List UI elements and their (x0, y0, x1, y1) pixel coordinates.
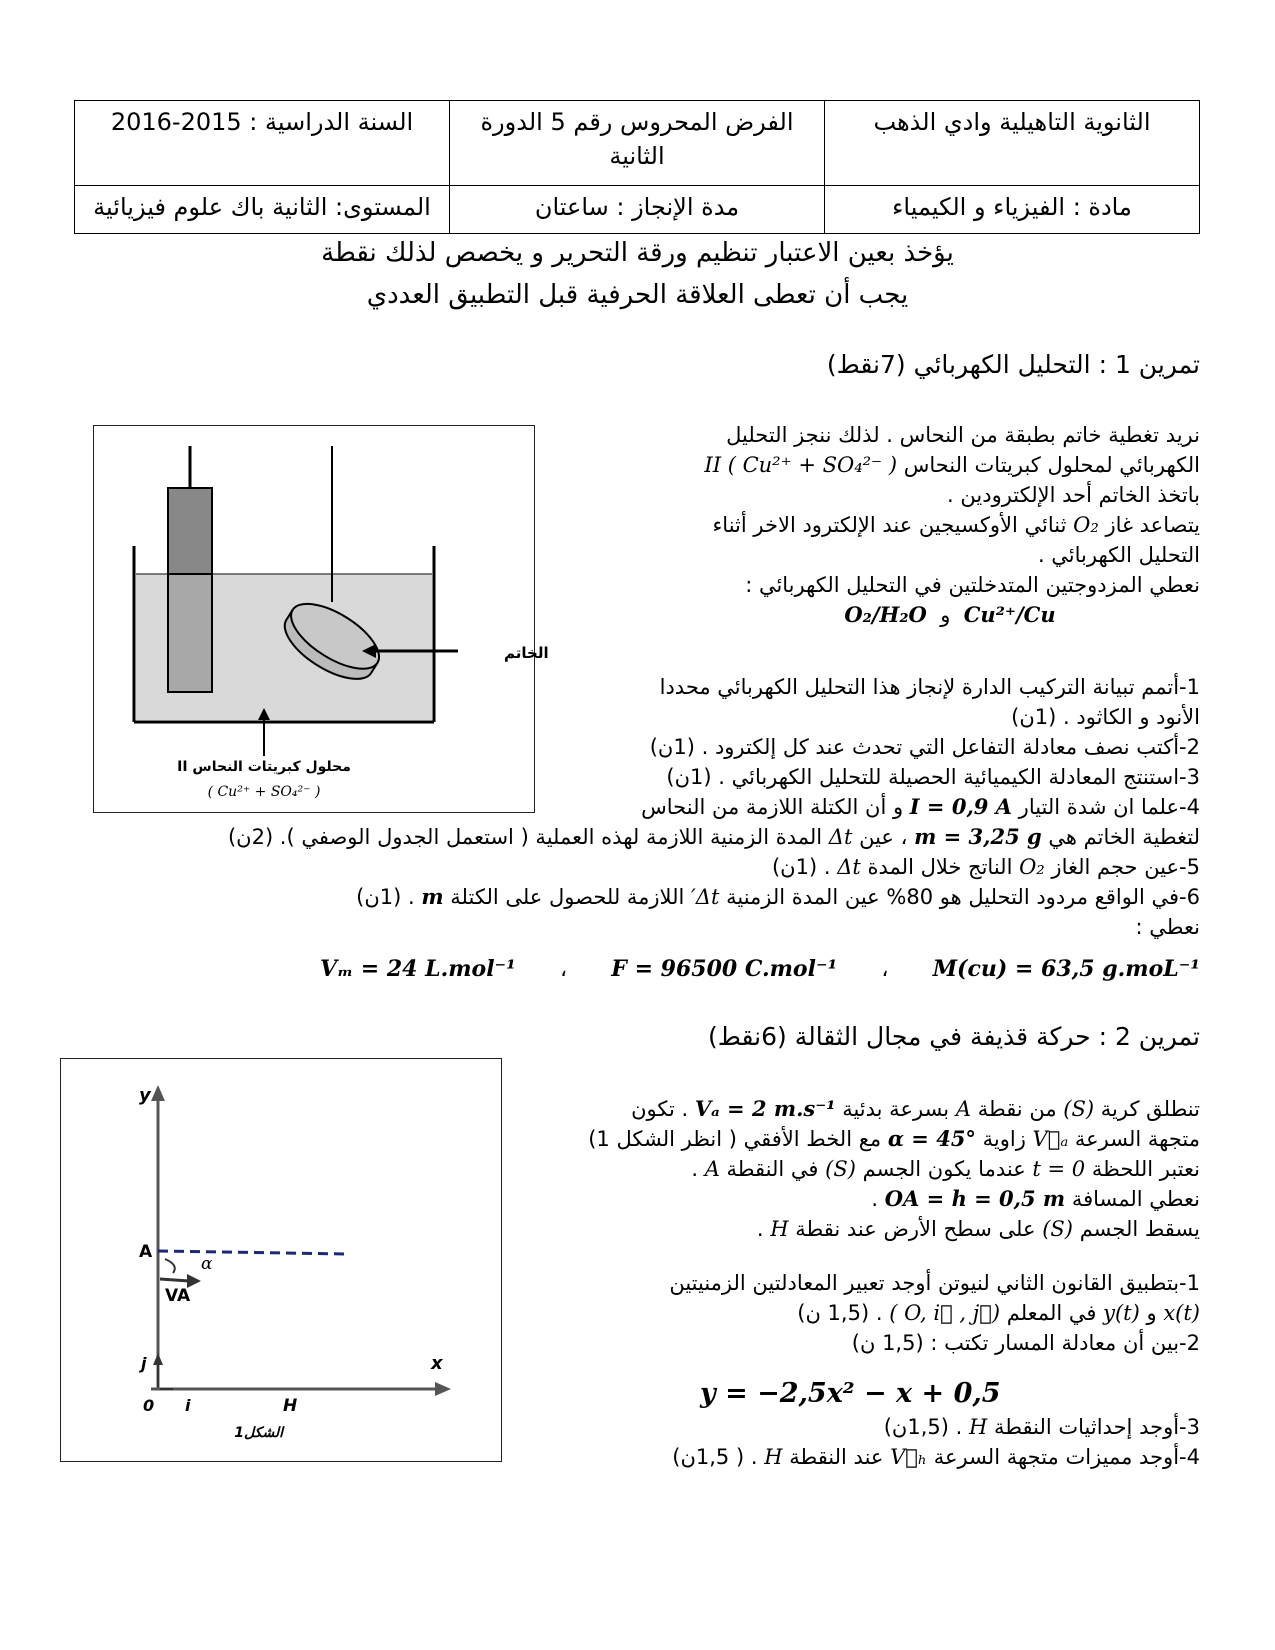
molar-volume: Vₘ = 24 L.mol⁻¹ (320, 956, 516, 982)
ex2-line-2: متجهة السرعة V⃗ₐ زاوية α = 45° مع الخط الأفقي ( انظر الشكل 1) (588, 1126, 1200, 1151)
level: المستوى: الثانية باك علوم فيزيائية (75, 186, 450, 234)
ex2-line-4: نعطي المسافة OA = h = 0,5 m . (871, 1186, 1200, 1211)
spacer (530, 1244, 1200, 1268)
ex2-line-3: نعتبر اللحظة t = 0 عندما يكون الجسم (S) في النقطة A . (691, 1157, 1200, 1181)
x-axis-label: x (431, 1353, 443, 1374)
trajectory-equation: y = −2,5x² − x + 0,5 (700, 1378, 1001, 1409)
q1-line-b: الأنود و الكاثود . (1ن) (1011, 705, 1200, 729)
solution-formula: ( Cu²⁺ + SO₄²⁻ ) (207, 784, 321, 800)
exercise-1-title: تمرين 1 : التحليل الكهربائي (7نقط) (826, 350, 1200, 379)
intro-line-2: الكهربائي لمحلول كبريتات النحاس II ( Cu²⁺ + SO₄²⁻ ) (704, 453, 1200, 477)
point-h-label: H (283, 1396, 298, 1416)
ex2-question-2: 2-بين أن معادلة المسار تكتب : (1,5 ن) (851, 1331, 1200, 1355)
redox-couples: Cu²⁺/Cu و O₂/H₂O (844, 602, 1056, 627)
unit-j-label: j (141, 1354, 147, 1373)
constants-line (320, 956, 1200, 982)
school-year: السنة الدراسية : 2015-2016 (75, 101, 450, 186)
school-name: الثانوية التاهيلية وادي الذهب (825, 101, 1200, 186)
question-3: 3-استنتج المعادلة الكيميائية الحصيلة للتحليل الكهربائي . (1ن) (666, 765, 1200, 789)
question-2: 2-أكتب نصف معادلة التفاعل التي تحدث عند كل إلكترود . (1ن) (649, 735, 1200, 759)
ex2-question-1-line-b: x(t) و y(t) في المعلم (O, i⃗ , j⃗ ) . (1,5 ن) (797, 1301, 1200, 1325)
exercise-2-questions (530, 1412, 1200, 1472)
duration: مدة الإنجاز : ساعتان (450, 186, 825, 234)
ex2-question-3: 3-أوجد إحداثيات النقطة H . (1,5ن) (883, 1415, 1200, 1439)
given-label: نعطي : (1135, 915, 1200, 939)
angle-arc (165, 1259, 175, 1273)
copper-molar-mass: M(cu) = 63,5 g.moL⁻¹ (932, 956, 1200, 982)
ex2-line-1: تنطلق كرية (S) من نقطة A بسرعة بدئية Vₐ = 2 m.s⁻¹ . تكون (631, 1096, 1200, 1121)
q1-line-a: 1-أتمم تبيانة التركيب الدارة لإنجاز هذا التحليل الكهربائي محددا (659, 675, 1200, 699)
ex2-line-5: يسقط الجسم (S) على سطح الأرض عند نقطة H . (756, 1217, 1200, 1241)
intro-line-5: التحليل الكهربائي . (1037, 543, 1200, 567)
question-4-line-b: لتغطية الخاتم هي m = 3,25 g ، عين Δt المدة الزمنية اللازمة لهذه العملية ( استعمل الجدول الوصفي ). (2ن) (227, 824, 1200, 849)
separator-2: ، (881, 956, 889, 982)
ring-label: الخاتم (504, 644, 549, 662)
intro-line-6: نعطي المزدوجتين المتدخلتين في التحليل الكهربائي : (745, 573, 1200, 597)
question-5: 5-عين حجم الغاز O₂ الناتج خلال المدة Δt . (1ن) (771, 855, 1200, 879)
exam-title: الفرض المحروس رقم 5 الدورة الثانية (450, 101, 825, 186)
copper-electrode-immersed (168, 574, 212, 692)
header-table (74, 100, 1200, 234)
point-a-label: A (139, 1242, 153, 1262)
question-4-line-a: 4-علما ان شدة التيار I = 0,9 A و أن الكتلة اللازمة من النحاس (641, 794, 1200, 819)
figure-caption: الشكل1 (234, 1425, 283, 1441)
electrolysis-figure (93, 425, 549, 813)
separator-1: ، (560, 956, 568, 982)
solution-label: محلول كبريتات النحاس II (177, 759, 351, 775)
y-axis-arrow (151, 1085, 165, 1101)
unit-i-label: i (185, 1396, 191, 1415)
angle-alpha-label: α (201, 1254, 213, 1274)
ex2-question-4: 4-أوجد مميزات متجهة السرعة V⃗ₕ عند النقطة H . ( 1,5ن) (672, 1445, 1200, 1469)
faraday-constant: F = 96500 C.mol⁻¹ (611, 956, 838, 982)
question-6: 6-في الواقع مردود التحليل هو 80% عين المدة الزمنية Δt′ اللازمة للحصول على الكتلة m . (1ن) (356, 884, 1200, 909)
projectile-figure (60, 1058, 502, 1462)
exercise-1-questions-b (100, 822, 1200, 942)
intro-line-3: باتخذ الخاتم أحد الإلكترودين . (947, 483, 1200, 507)
intro-line-1: نريد تغطية خاتم بطبقة من النحاس . لذلك ننجز التحليل (726, 423, 1200, 447)
ex2-question-1-line-a: 1-بتطبيق القانون الثاني لنيوتن أوجد تعبير المعادلتين الزمنيتين (669, 1271, 1200, 1295)
velocity-label: VA (165, 1286, 191, 1306)
origin-label: 0 (143, 1396, 155, 1415)
y-axis-label: y (139, 1085, 151, 1106)
exercise-2-title: تمرين 2 : حركة قذيفة في مجال الثقالة (6نقط) (708, 1022, 1200, 1051)
intro-line-4: يتصاعد غاز O₂ ثنائي الأوكسيجين عند الإلكترود الاخر أثناء (712, 513, 1200, 537)
velocity-vector (160, 1279, 189, 1281)
x-axis-arrow (435, 1382, 451, 1396)
notice-line-1: يؤخذ بعين الاعتبار تنظيم ورقة التحرير و يخصص لذلك نقطة (321, 238, 954, 268)
exercise-1-questions-a (560, 672, 1200, 822)
exercise-1-intro (560, 420, 1200, 630)
subject: مادة : الفيزياء و الكيمياء (825, 186, 1200, 234)
notice-line-2: يجب أن تعطى العلاقة الحرفية قبل التطبيق العددي (366, 280, 909, 310)
exercise-2-intro (530, 1094, 1200, 1358)
horizontal-dashed-line (158, 1251, 347, 1254)
